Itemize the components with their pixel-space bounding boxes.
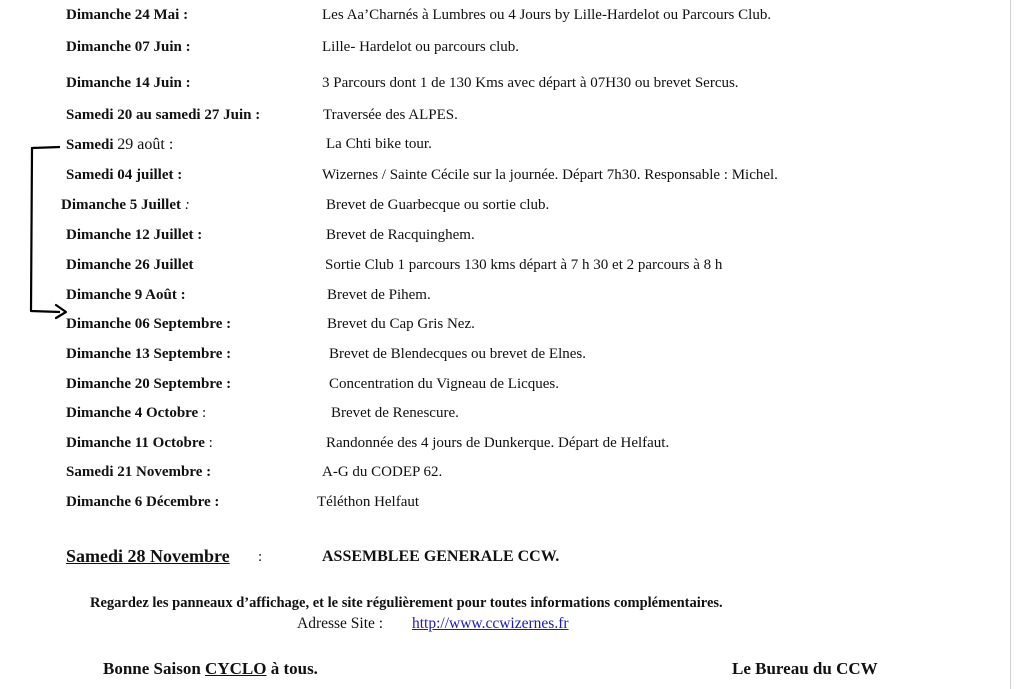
schedule-date: Samedi 20 au samedi 27 Juin : (66, 107, 261, 123)
schedule-row (0, 494, 1000, 518)
assembly-colon: : (258, 549, 263, 565)
schedule-row (0, 316, 1000, 340)
schedule-date: Samedi 29 août : (66, 136, 174, 153)
schedule-row (0, 75, 1000, 99)
schedule-desc: Brevet de Racquinghem. (326, 227, 475, 243)
schedule-date: Dimanche 20 Septembre : (66, 376, 232, 392)
schedule-date: Dimanche 06 Septembre : (66, 316, 232, 332)
schedule-date: Samedi 04 juillet : (66, 167, 183, 183)
schedule-desc: La Chti bike tour. (326, 136, 432, 152)
schedule-date: Dimanche 4 Octobre : (66, 405, 207, 421)
schedule-row (0, 464, 1000, 488)
schedule-desc: Téléthon Helfaut (317, 494, 420, 510)
schedule-row (0, 257, 1000, 281)
schedule-desc: Sortie Club 1 parcours 130 kms départ à 7 h 30 et 2 parcours à 8 h (325, 257, 723, 273)
schedule-desc: Randonnée des 4 jours de Dunkerque. Départ de Helfaut. (326, 435, 670, 451)
schedule-row (0, 197, 1000, 221)
schedule-row (0, 7, 1000, 31)
assembly-title: ASSEMBLEE GENERALE CCW. (322, 548, 560, 565)
schedule-desc: Brevet de Guarbecque ou sortie club. (326, 197, 550, 213)
schedule-row (0, 405, 1000, 429)
schedule-row (0, 376, 1000, 400)
schedule-desc: Brevet du Cap Gris Nez. (327, 316, 475, 332)
schedule-desc: Concentration du Vigneau de Licques. (329, 376, 560, 392)
site-label: Adresse Site : (297, 615, 384, 632)
site-link[interactable]: http://www.ccwizernes.fr (412, 615, 569, 632)
schedule-desc: Wizernes / Sainte Cécile sur la journée. Départ 7h30. Responsable : Michel. (322, 167, 778, 183)
schedule-desc: Brevet de Pihem. (327, 287, 431, 303)
schedule-row (0, 227, 1000, 251)
schedule-desc: A-G du CODEP 62. (322, 464, 443, 480)
schedule-date: Dimanche 13 Septembre : (66, 346, 232, 362)
schedule-date: Samedi 21 Novembre : (66, 464, 212, 480)
schedule-row (0, 435, 1000, 459)
schedule-row (0, 136, 1000, 160)
schedule-desc: Brevet de Blendecques ou brevet de Elnes. (329, 346, 586, 362)
schedule-row (0, 167, 1000, 191)
schedule-date: Dimanche 14 Juin : (66, 75, 191, 91)
schedule-row (0, 39, 1000, 63)
schedule-row (0, 107, 1000, 131)
assembly-date: Samedi 28 Novembre (66, 546, 230, 566)
schedule-date: Dimanche 07 Juin : (66, 39, 191, 55)
schedule-date: Dimanche 12 Juillet : (66, 227, 203, 243)
schedule-row (0, 287, 1000, 311)
notice-text: Regardez les panneaux d’affichage, et le site régulièrement pour toutes informations complémentaires. (90, 595, 723, 611)
schedule-date: Dimanche 24 Mai : (66, 7, 189, 23)
schedule-row (0, 346, 1000, 370)
schedule-date: Dimanche 6 Décembre : (66, 494, 220, 510)
schedule-date: Dimanche 11 Octobre : (66, 435, 213, 451)
schedule-desc: Lille- Hardelot ou parcours club. (322, 39, 520, 55)
footer-greeting: Bonne Saison CYCLO à tous. (103, 659, 318, 678)
footer-signature: Le Bureau du CCW (732, 659, 878, 678)
reschedule-arrow-icon (0, 0, 80, 340)
schedule-desc: 3 Parcours dont 1 de 130 Kms avec départ à 07H30 ou brevet Sercus. (322, 75, 739, 91)
schedule-date: Dimanche 9 Août : (66, 287, 186, 303)
schedule-date: Dimanche 26 Juillet (66, 257, 194, 273)
schedule-date: Dimanche 5 Juillet : (61, 197, 190, 213)
schedule-desc: Les Aa’Charnés à Lumbres ou 4 Jours by Lille-Hardelot ou Parcours Club. (322, 7, 772, 23)
schedule-desc: Traversée des ALPES. (323, 107, 458, 123)
schedule-desc: Brevet de Renescure. (331, 405, 459, 421)
